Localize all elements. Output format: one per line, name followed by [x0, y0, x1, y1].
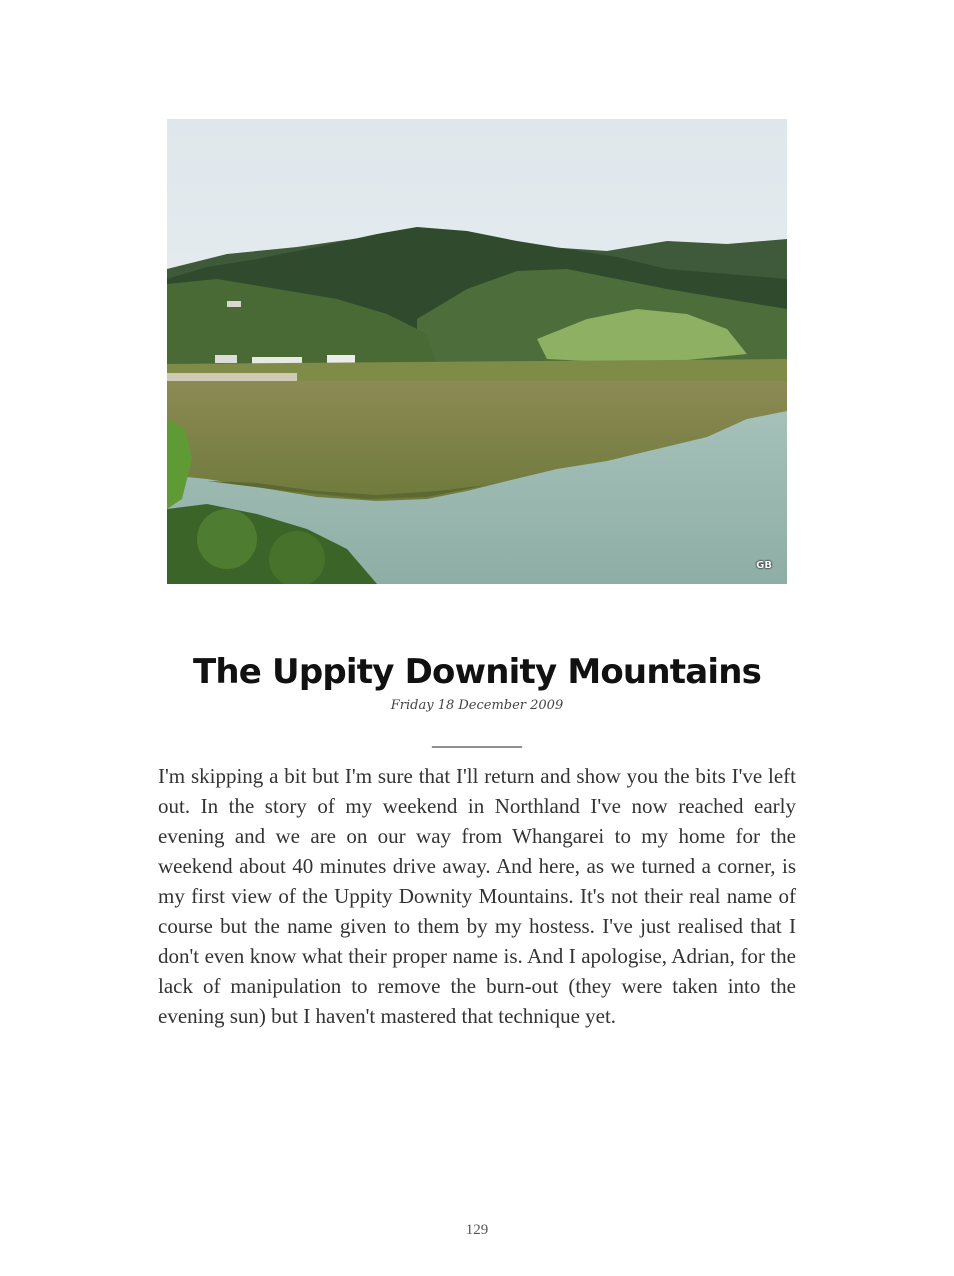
photo-watermark: GB — [756, 560, 772, 571]
page-number: 129 — [465, 1222, 489, 1238]
article-date: Friday 18 December 2009 — [390, 698, 564, 713]
article-title: The Uppity Downity Mountains — [192, 652, 762, 692]
separator-line: _________ — [432, 728, 522, 750]
article-body: I'm skipping a bit but I'm sure that I'll return and show you the bits I've left out. In the story of my weekend in Northland I've now reached early evening and we are on our way from Whangarei to my home for the weekend about 40 minutes drive away. And here, as we turned a corner, is my first view of the Uppity Downity Mountains. It's not their real name of course but the name given to them by my hostess. I've just realised that I don't even know what their proper name is. And I apologise, Adrian, for the lack of manipulation to remove the burn-out (they were taken into the evening sun) but I haven't mastered that technique yet. — [158, 764, 796, 1028]
landscape-photo — [167, 119, 787, 584]
